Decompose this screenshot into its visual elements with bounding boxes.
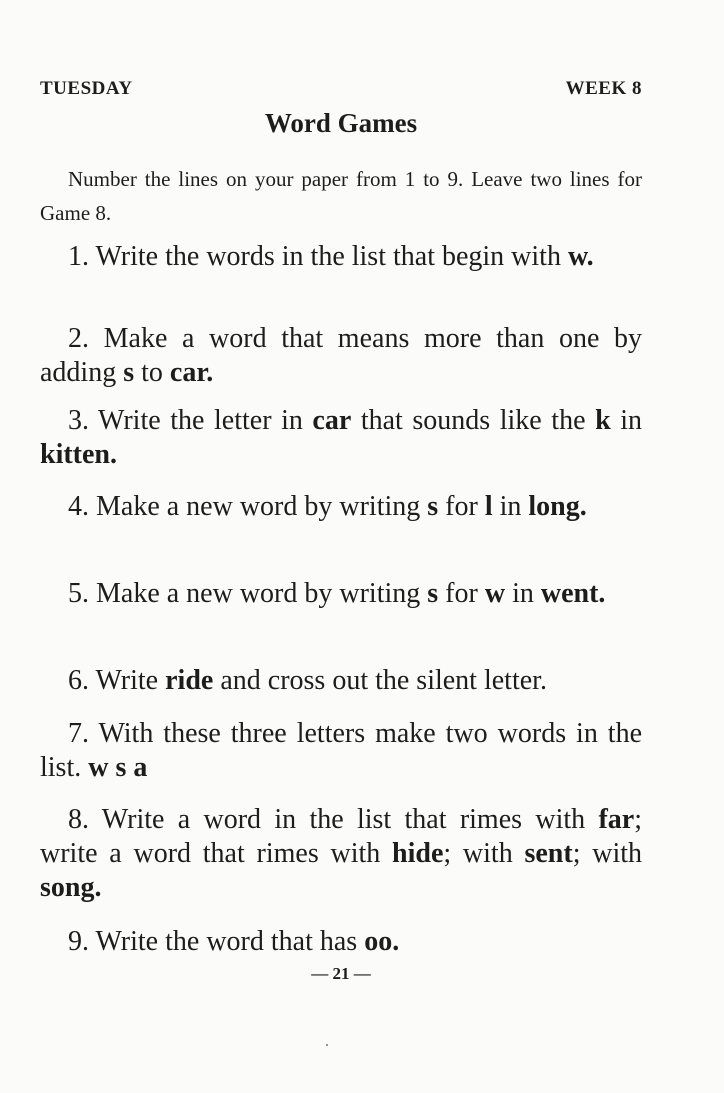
game-item-2: 2. Make a word that means more than one by adding s to car. bbox=[40, 323, 642, 388]
game-item-3: 3. Write the letter in car that sounds like the k in kitten. bbox=[40, 405, 642, 470]
game-item-1: 1. Write the words in the list that begin with w. bbox=[68, 241, 594, 272]
intro-instructions: Number the lines on your paper from 1 to 9. Leave two lines for Game 8. bbox=[40, 167, 642, 225]
page-title: Word Games bbox=[264, 108, 418, 138]
page-number: — 21 — bbox=[311, 964, 371, 983]
print-speck bbox=[326, 1044, 328, 1046]
game-item-9: 9. Write the word that has oo. bbox=[68, 926, 400, 957]
game-item-8: 8. Write a word in the list that rimes with far; write a word that rimes with hide; with sent; with song. bbox=[40, 804, 643, 903]
game-item-5: 5. Make a new word by writing s for w in went. bbox=[68, 578, 606, 609]
game-item-6: 6. Write ride and cross out the silent letter. bbox=[68, 665, 547, 696]
day-label: TUESDAY bbox=[40, 78, 133, 99]
game-item-4: 4. Make a new word by writing s for l in long. bbox=[68, 491, 587, 522]
workbook-page bbox=[40, 0, 642, 1093]
game-item-7: 7. With these three letters make two words in the list. w s a bbox=[40, 718, 642, 783]
week-label: WEEK 8 bbox=[565, 78, 642, 99]
